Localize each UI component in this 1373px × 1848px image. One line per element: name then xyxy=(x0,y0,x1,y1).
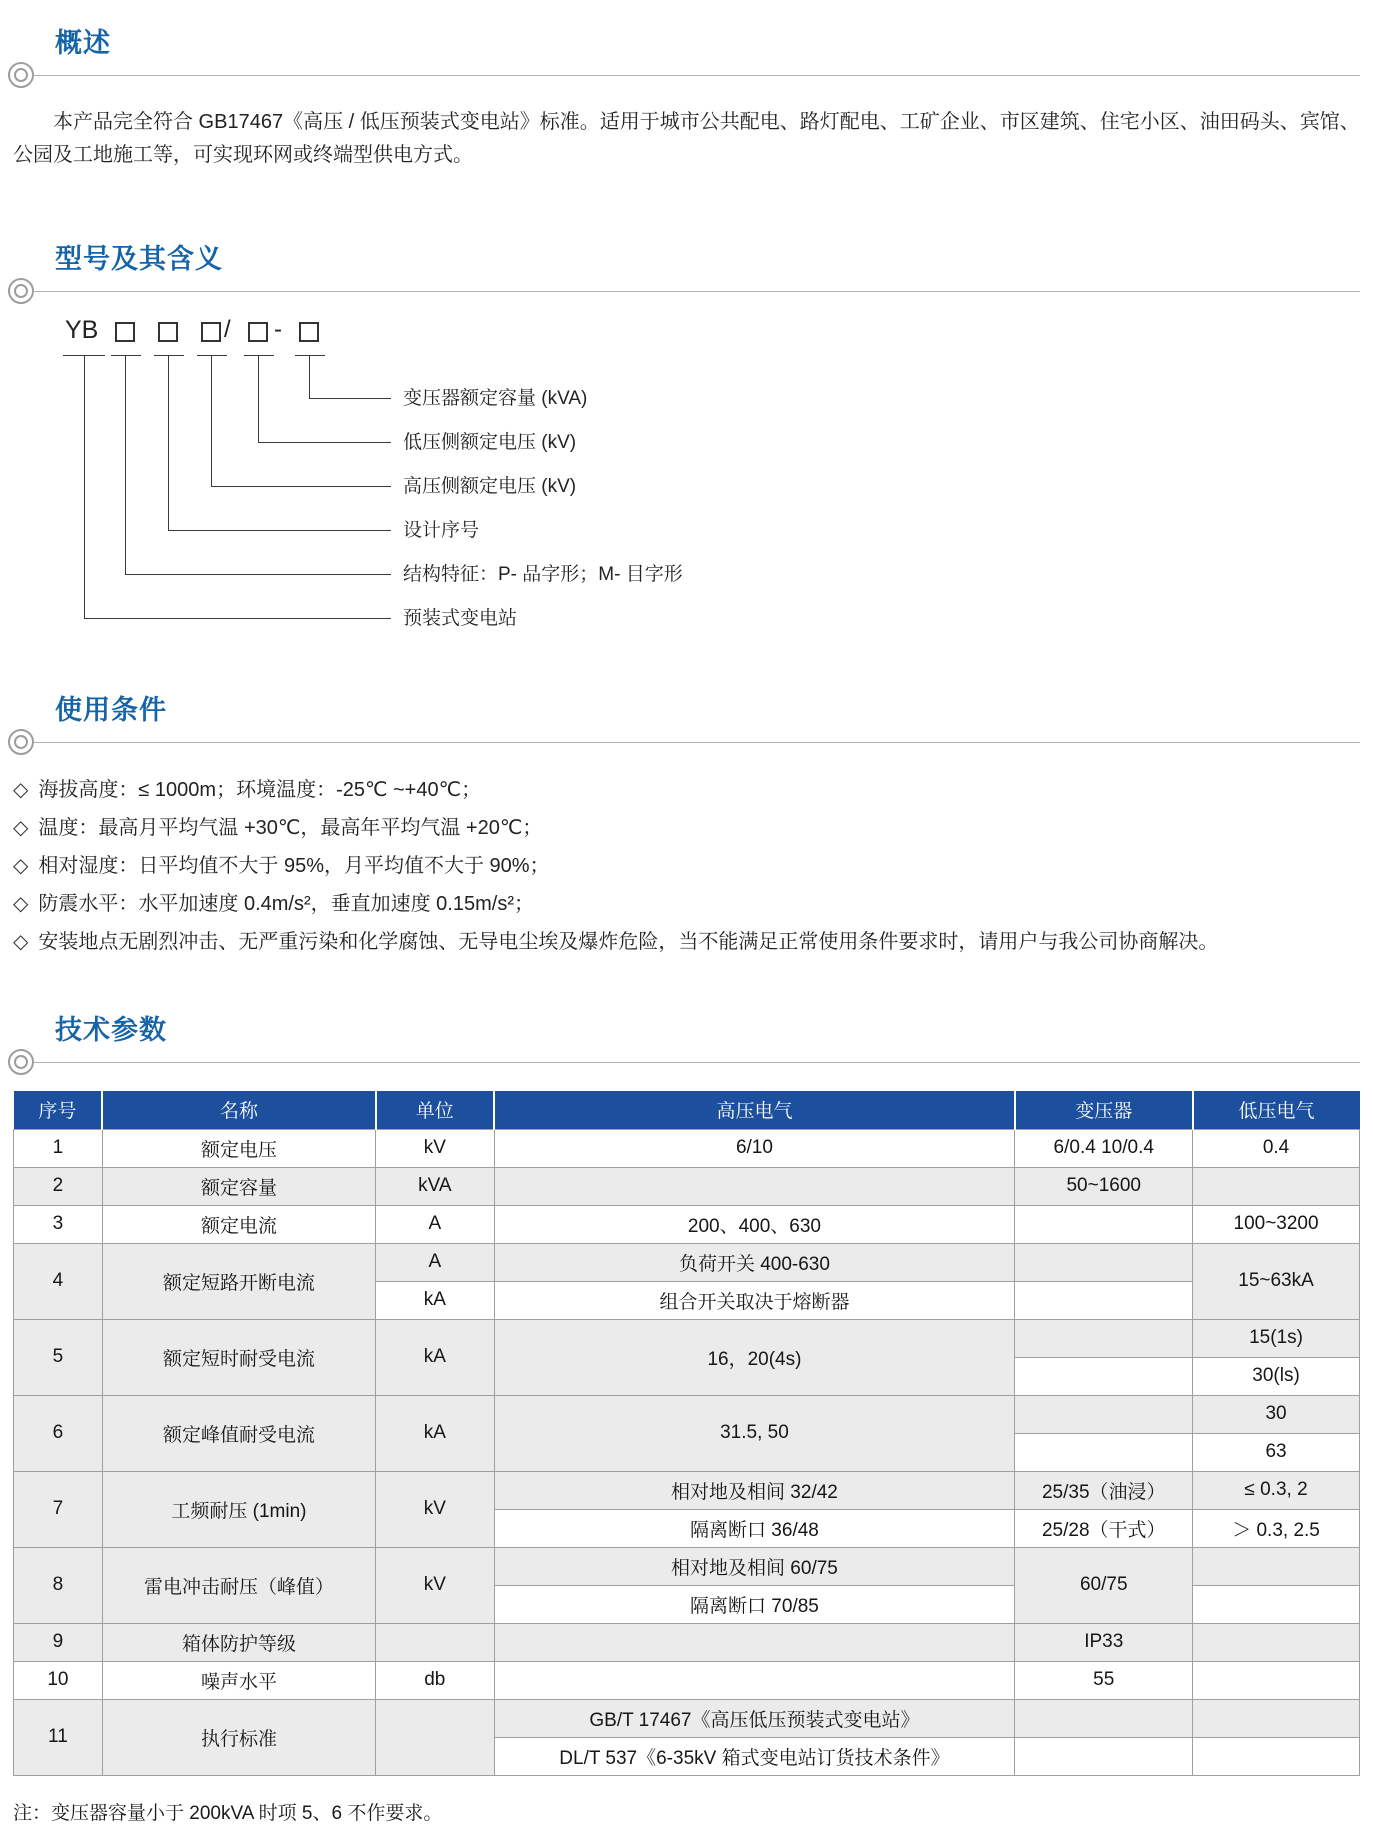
model-label-structure: 结构特征：P- 品字形；M- 目字形 xyxy=(403,564,683,585)
table-cell: 60/75 xyxy=(1015,1547,1193,1623)
table-cell: GB/T 17467《高压低压预装式变电站》 xyxy=(494,1699,1015,1737)
condition-text: 相对湿度：日平均值不大于 95%，月平均值不大于 90%； xyxy=(38,855,550,877)
table-cell: IP33 xyxy=(1015,1623,1193,1661)
heading-rule xyxy=(8,1047,1360,1077)
condition-item xyxy=(13,885,1360,923)
ring-icon xyxy=(8,729,34,755)
table-row xyxy=(14,1471,1360,1509)
table-cell: 10 xyxy=(14,1661,103,1699)
rule-line xyxy=(34,742,1360,743)
table-cell: 25/28（干式） xyxy=(1015,1509,1193,1547)
table-cell xyxy=(1015,1319,1193,1357)
table-cell: 负荷开关 400-630 xyxy=(494,1243,1015,1281)
table-cell: 额定短路开断电流 xyxy=(102,1243,375,1319)
table-cell: 30(ls) xyxy=(1193,1357,1360,1395)
table-cell xyxy=(1193,1661,1360,1699)
column-header: 低压电气 xyxy=(1193,1091,1360,1129)
conditions-list xyxy=(13,771,1360,961)
table-row xyxy=(14,1547,1360,1585)
ring-icon xyxy=(8,62,34,88)
model-label-design-serial: 设计序号 xyxy=(403,520,480,541)
table-cell: ≤ 0.3, 2 xyxy=(1193,1471,1360,1509)
model-slash: / xyxy=(224,316,231,343)
diamond-bullet-icon: ◇ xyxy=(13,779,29,801)
table-cell xyxy=(1015,1243,1193,1281)
model-dash: - xyxy=(274,316,282,343)
table-cell: 2 xyxy=(14,1167,103,1205)
table-cell xyxy=(1193,1623,1360,1661)
table-cell xyxy=(1193,1167,1360,1205)
table-cell: 7 xyxy=(14,1471,103,1547)
table-cell: A xyxy=(376,1243,494,1281)
conditions-title: 使用条件 xyxy=(55,695,167,725)
table-row xyxy=(14,1699,1360,1737)
diamond-bullet-icon: ◇ xyxy=(13,931,29,953)
overview-body: 本产品完全符合 GB17467《高压 / 低压预装式变电站》标准。适用于城市公共配电、路灯配电、工矿企业、市区建筑、住宅小区、油田码头、宾馆、公园及工地施工等，可实现环网或终端型供电方式。 xyxy=(13,111,1360,166)
ring-icon xyxy=(8,1049,34,1075)
condition-item xyxy=(13,847,1360,885)
table-row xyxy=(14,1395,1360,1433)
model-prefix: YB xyxy=(65,316,99,344)
conditions-heading xyxy=(13,693,1360,757)
table-cell: 雷电冲击耐压（峰值） xyxy=(102,1547,375,1623)
table-cell: 隔离断口 70/85 xyxy=(494,1585,1015,1623)
model-label-substation: 预装式变电站 xyxy=(403,608,518,629)
heading-rule xyxy=(8,276,1360,306)
parameters-heading xyxy=(13,1013,1360,1077)
table-cell: 31.5, 50 xyxy=(494,1395,1015,1471)
model-connector xyxy=(84,355,391,619)
condition-text: 安装地点无剧烈冲击、无严重污染和化学腐蚀、无导电尘埃及爆炸危险，当不能满足正常使用条件要求时，请用户与我公司协商解决。 xyxy=(38,931,1219,953)
ring-inner-icon xyxy=(14,68,28,82)
model-box xyxy=(299,322,319,342)
table-cell: 9 xyxy=(14,1623,103,1661)
column-header: 高压电气 xyxy=(494,1091,1015,1129)
model-diagram xyxy=(13,310,1360,645)
table-cell: 额定电流 xyxy=(102,1205,375,1243)
diamond-bullet-icon: ◇ xyxy=(13,817,29,839)
condition-text: 温度：最高月平均气温 +30℃，最高年平均气温 +20℃； xyxy=(38,817,543,839)
table-cell: 工频耐压 (1min) xyxy=(102,1471,375,1547)
section-conditions xyxy=(13,693,1360,961)
table-cell xyxy=(1193,1737,1360,1775)
table-cell: 30 xyxy=(1193,1395,1360,1433)
table-cell: 55 xyxy=(1015,1661,1193,1699)
overview-heading xyxy=(13,26,1360,90)
table-cell: 组合开关取决于熔断器 xyxy=(494,1281,1015,1319)
model-box xyxy=(115,322,135,342)
column-header: 名称 xyxy=(102,1091,375,1129)
table-note: 注：变压器容量小于 200kVA 时项 5、6 不作要求。 xyxy=(13,1802,443,1824)
table-cell: kV xyxy=(376,1471,494,1547)
table-cell: 8 xyxy=(14,1547,103,1623)
table-cell: 1 xyxy=(14,1129,103,1167)
model-box xyxy=(201,322,221,342)
table-cell: A xyxy=(376,1205,494,1243)
table-cell: 11 xyxy=(14,1699,103,1775)
table-cell xyxy=(1015,1357,1193,1395)
ring-inner-icon xyxy=(14,735,28,749)
section-overview xyxy=(13,26,1360,172)
table-row xyxy=(14,1167,1360,1205)
table-cell: kV xyxy=(376,1547,494,1623)
table-cell: 3 xyxy=(14,1205,103,1243)
heading-rule xyxy=(8,727,1360,757)
table-cell: 箱体防护等级 xyxy=(102,1623,375,1661)
ring-inner-icon xyxy=(14,1055,28,1069)
table-row xyxy=(14,1661,1360,1699)
table-cell xyxy=(494,1167,1015,1205)
table-row xyxy=(14,1319,1360,1357)
table-cell: 15~63kA xyxy=(1193,1243,1360,1319)
table-cell xyxy=(1193,1585,1360,1623)
table-cell xyxy=(1015,1699,1193,1737)
heading-rule xyxy=(8,60,1360,90)
table-cell: DL/T 537《6-35kV 箱式变电站订货技术条件》 xyxy=(494,1737,1015,1775)
ring-icon xyxy=(8,278,34,304)
table-cell: 6 xyxy=(14,1395,103,1471)
diamond-bullet-icon: ◇ xyxy=(13,893,29,915)
table-cell: 6/0.4 10/0.4 xyxy=(1015,1129,1193,1167)
table-cell xyxy=(1015,1433,1193,1471)
section-model xyxy=(13,242,1360,645)
ring-inner-icon xyxy=(14,284,28,298)
table-row xyxy=(14,1129,1360,1167)
table-cell: kA xyxy=(376,1319,494,1395)
table-cell xyxy=(1015,1281,1193,1319)
table-cell: 额定电压 xyxy=(102,1129,375,1167)
table-cell: 6/10 xyxy=(494,1129,1015,1167)
model-box xyxy=(248,322,268,342)
table-cell: 63 xyxy=(1193,1433,1360,1471)
model-title: 型号及其含义 xyxy=(55,244,223,274)
table-cell: 额定短时耐受电流 xyxy=(102,1319,375,1395)
condition-text: 海拔高度：≤ 1000m；环境温度：-25℃ ~+40℃； xyxy=(38,779,482,801)
table-cell: ＞ 0.3, 2.5 xyxy=(1193,1509,1360,1547)
table-cell xyxy=(376,1699,494,1775)
table-cell xyxy=(494,1661,1015,1699)
table-cell: kA xyxy=(376,1281,494,1319)
model-heading xyxy=(13,242,1360,306)
column-header: 变压器 xyxy=(1015,1091,1193,1129)
model-label-hv-voltage: 高压侧额定电压 (kV) xyxy=(403,476,577,497)
table-cell: 100~3200 xyxy=(1193,1205,1360,1243)
table-cell: 25/35（油浸） xyxy=(1015,1471,1193,1509)
table-cell xyxy=(1015,1737,1193,1775)
column-header: 单位 xyxy=(376,1091,494,1129)
table-row xyxy=(14,1623,1360,1661)
table-row xyxy=(14,1243,1360,1281)
parameters-title: 技术参数 xyxy=(55,1015,167,1045)
table-cell xyxy=(1015,1205,1193,1243)
model-box xyxy=(158,322,178,342)
table-cell: 噪声水平 xyxy=(102,1661,375,1699)
table-cell: kV xyxy=(376,1129,494,1167)
table-cell: 15(1s) xyxy=(1193,1319,1360,1357)
section-parameters xyxy=(13,1013,1360,1825)
parameters-table xyxy=(13,1091,1360,1776)
table-cell: 相对地及相间 32/42 xyxy=(494,1471,1015,1509)
diamond-bullet-icon: ◇ xyxy=(13,855,29,877)
model-label-lv-voltage: 低压侧额定电压 (kV) xyxy=(403,432,577,453)
table-cell: kVA xyxy=(376,1167,494,1205)
table-cell: 5 xyxy=(14,1319,103,1395)
condition-item xyxy=(13,809,1360,847)
condition-item xyxy=(13,923,1360,961)
condition-text: 防震水平：水平加速度 0.4m/s²，垂直加速度 0.15m/s²； xyxy=(38,893,534,915)
table-cell: 0.4 xyxy=(1193,1129,1360,1167)
table-cell: 执行标准 xyxy=(102,1699,375,1775)
table-cell: 200、400、630 xyxy=(494,1205,1015,1243)
table-cell xyxy=(1015,1395,1193,1433)
table-row xyxy=(14,1205,1360,1243)
model-label-rated-capacity: 变压器额定容量 (kVA) xyxy=(403,388,588,409)
rule-line xyxy=(34,75,1360,76)
rule-line xyxy=(34,291,1360,292)
table-cell: 16，20(4s) xyxy=(494,1319,1015,1395)
table-cell: kA xyxy=(376,1395,494,1471)
condition-item xyxy=(13,771,1360,809)
table-cell: 4 xyxy=(14,1243,103,1319)
table-cell xyxy=(1193,1547,1360,1585)
table-cell: 隔离断口 36/48 xyxy=(494,1509,1015,1547)
table-cell: 额定峰值耐受电流 xyxy=(102,1395,375,1471)
table-cell: db xyxy=(376,1661,494,1699)
rule-line xyxy=(34,1062,1360,1063)
table-cell xyxy=(494,1623,1015,1661)
overview-title: 概述 xyxy=(55,28,111,58)
table-cell: 相对地及相间 60/75 xyxy=(494,1547,1015,1585)
column-header: 序号 xyxy=(14,1091,103,1129)
table-cell xyxy=(376,1623,494,1661)
table-cell: 50~1600 xyxy=(1015,1167,1193,1205)
table-cell xyxy=(1193,1699,1360,1737)
table-cell: 额定容量 xyxy=(102,1167,375,1205)
